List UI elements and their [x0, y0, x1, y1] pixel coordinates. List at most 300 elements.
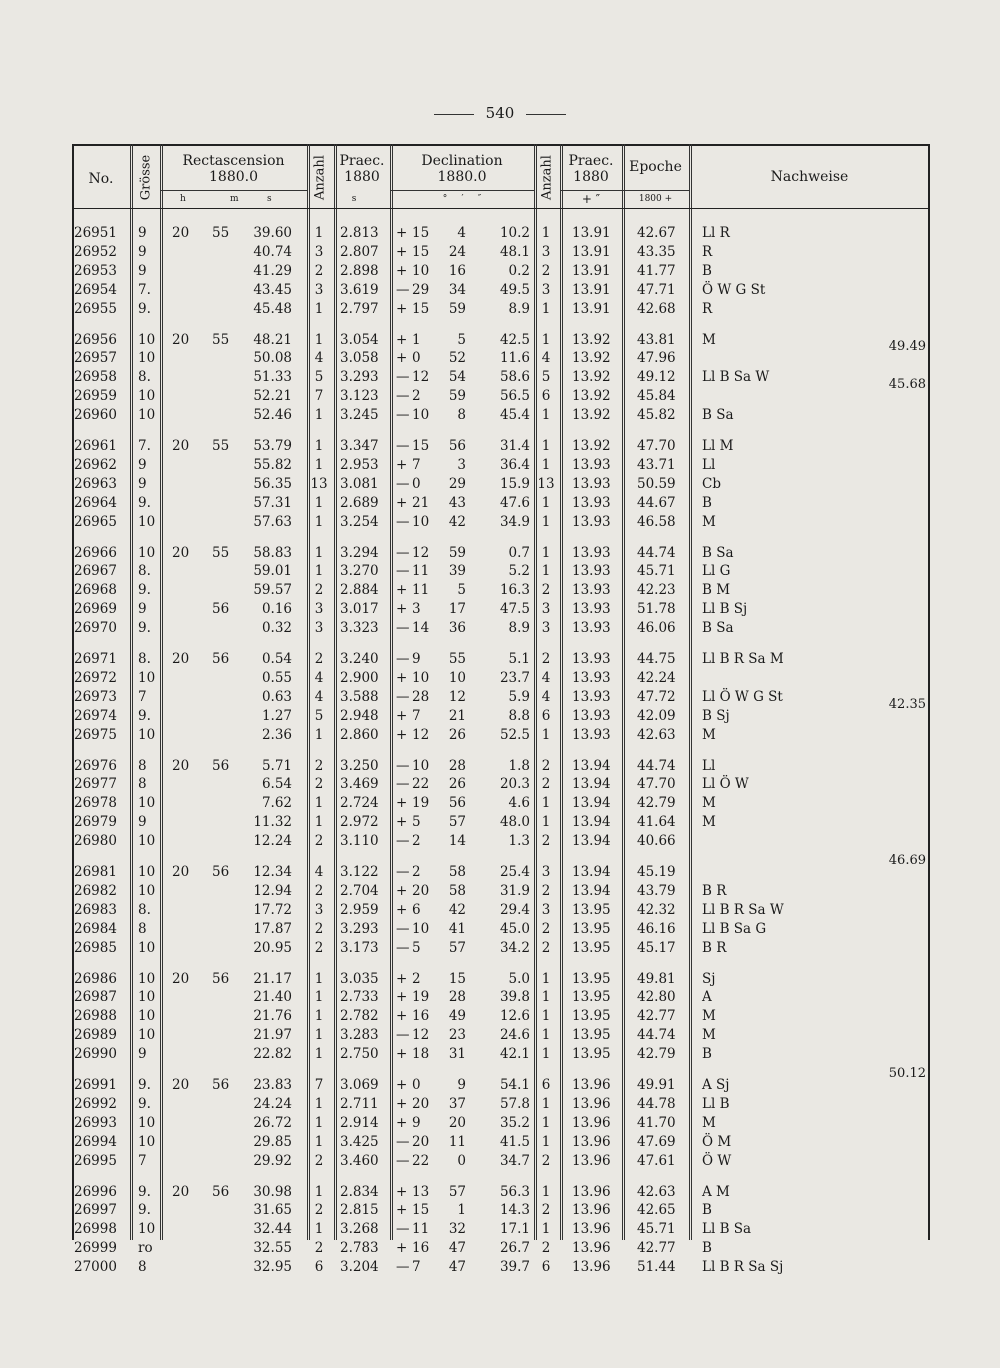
precession-decl: 13.93: [572, 544, 611, 561]
header-epoche: Epoche: [629, 159, 682, 175]
ra-seconds: 2.36: [261, 726, 292, 743]
decl-sign: +: [396, 1183, 408, 1200]
decl-degrees: 7: [412, 1259, 421, 1276]
decl-seconds: 34.2: [499, 939, 530, 956]
row-number: 26980: [74, 833, 117, 850]
precession-decl: 13.95: [572, 939, 611, 956]
table-row: [72, 387, 930, 405]
decl-sign: +: [396, 970, 408, 987]
epoch: 47.69: [637, 1133, 676, 1150]
header-nachweise: Nachweise: [770, 169, 849, 185]
count-1: 2: [314, 776, 324, 793]
decl-seconds: 39.7: [499, 1259, 530, 1276]
decl-seconds: 29.4: [499, 901, 530, 918]
decl-minutes: 54: [448, 369, 466, 386]
epoch: 46.58: [637, 513, 676, 530]
precession-decl: 13.95: [572, 970, 611, 987]
count-1: 2: [314, 262, 324, 279]
decl-seconds: 52.5: [499, 726, 530, 743]
magnitude: 10: [138, 939, 156, 956]
precession-ra: 2.733: [340, 989, 379, 1006]
count-2: 1: [541, 795, 551, 812]
references: Ll B R Sa W: [702, 901, 784, 918]
decl-sign: —: [396, 563, 410, 580]
decl-sign: —: [396, 438, 410, 454]
precession-decl: 13.94: [572, 882, 611, 899]
decl-sign: —: [396, 757, 410, 774]
count-1: 1: [314, 300, 324, 317]
magnitude: 10: [138, 669, 156, 686]
references: B: [702, 262, 712, 279]
decl-minutes: 4: [457, 225, 466, 241]
precession-decl: 13.94: [572, 833, 611, 850]
count-2: 2: [541, 1240, 551, 1257]
row-number: 26966: [74, 544, 117, 561]
references: M: [702, 1027, 716, 1044]
magnitude: 9: [138, 262, 147, 279]
ra-minutes: 56: [212, 651, 230, 667]
decl-seconds: 49.5: [499, 281, 530, 298]
decl-minutes: 57: [448, 1183, 466, 1200]
decl-sign: —: [396, 688, 410, 705]
epoch: 44.75: [637, 651, 676, 667]
count-1: 1: [314, 1027, 324, 1044]
precession-decl: 13.93: [572, 494, 611, 511]
decl-seconds: 11.6: [499, 350, 530, 367]
epoch: 42.79: [637, 1046, 676, 1063]
header-praec-2-unit: + ″: [581, 192, 601, 206]
references: B M: [702, 582, 731, 599]
count-1: 5: [314, 707, 324, 724]
row-number: 26978: [74, 795, 117, 812]
decl-minutes: 49: [448, 1008, 466, 1025]
ra-minutes: 56: [212, 757, 230, 774]
decl-seconds: 25.4: [499, 864, 530, 880]
table-row: [72, 920, 930, 938]
count-2: 1: [541, 456, 551, 473]
epoch: 42.79: [637, 795, 676, 812]
precession-decl: 13.92: [572, 350, 611, 367]
precession-decl: 13.94: [572, 776, 611, 793]
decl-degrees: 18: [412, 1046, 430, 1063]
epoch: 49.81: [637, 970, 676, 987]
decl-degrees: 6: [412, 901, 421, 918]
references: B Sa: [702, 620, 734, 637]
references: A: [702, 989, 712, 1006]
references: Ll B Sj: [702, 601, 748, 618]
decl-seconds: 42.5: [499, 331, 530, 348]
epoch: 50.59: [637, 475, 676, 492]
table-row: [72, 456, 930, 474]
ra-minutes: 56: [212, 601, 230, 618]
precession-decl: 13.91: [572, 281, 611, 298]
references: Ll: [702, 456, 716, 473]
row-number: 26960: [74, 407, 117, 424]
precession-ra: 2.953: [340, 456, 379, 473]
decl-seconds: 58.6: [499, 369, 530, 386]
margin-note: 42.35: [888, 696, 926, 712]
references: Ll B R Sa M: [702, 651, 784, 667]
references: Ll: [702, 757, 716, 774]
row-number: 26975: [74, 726, 117, 743]
row-number: 26973: [74, 688, 117, 705]
row-number: 26996: [74, 1183, 117, 1200]
row-number: 26998: [74, 1221, 117, 1238]
decl-minutes: 29: [448, 475, 466, 492]
row-number: 26979: [74, 814, 117, 831]
ra-seconds: 56.35: [253, 475, 292, 492]
epoch: 42.24: [637, 669, 676, 686]
decl-degrees: 0: [412, 475, 421, 492]
row-number: 26969: [74, 601, 117, 618]
ra-seconds: 32.95: [253, 1259, 292, 1276]
references: M: [702, 795, 716, 812]
magnitude: 10: [138, 1027, 156, 1044]
decl-minutes: 9: [457, 1077, 466, 1093]
precession-decl: 13.96: [572, 1183, 611, 1200]
decl-sign: —: [396, 1133, 410, 1150]
table-row: [72, 331, 930, 349]
header-praec-1-year: 1880: [344, 169, 380, 185]
ra-seconds: 17.72: [253, 901, 292, 918]
decl-degrees: 20: [412, 882, 430, 899]
precession-ra: 3.294: [340, 544, 379, 561]
references: Cb: [702, 475, 721, 492]
references: Ö W: [702, 1152, 732, 1169]
row-number: 26955: [74, 300, 117, 317]
ra-seconds: 31.65: [253, 1202, 292, 1219]
references: B: [702, 1240, 712, 1257]
precession-ra: 3.588: [340, 688, 379, 705]
count-1: 3: [314, 601, 324, 618]
references: B R: [702, 939, 727, 956]
precession-ra: 3.469: [340, 776, 379, 793]
table-row: [72, 988, 930, 1006]
ra-seconds: 21.76: [253, 1008, 292, 1025]
ra-seconds: 12.94: [253, 882, 292, 899]
references: Sj: [702, 970, 716, 987]
decl-seconds: 15.9: [499, 475, 530, 492]
decl-minutes: 55: [448, 651, 466, 667]
ra-seconds: 21.40: [253, 989, 292, 1006]
precession-decl: 13.91: [572, 243, 611, 260]
table-row: [72, 970, 930, 988]
precession-decl: 13.96: [572, 1221, 611, 1238]
count-2: 2: [541, 651, 551, 667]
ra-seconds: 48.21: [253, 331, 292, 348]
ra-hours: 20: [172, 864, 190, 880]
table-row: [72, 281, 930, 299]
row-number: 26952: [74, 243, 117, 260]
decl-degrees: 15: [412, 243, 430, 260]
references: Ö M: [702, 1133, 732, 1150]
decl-minutes: 11: [448, 1133, 466, 1150]
decl-sign: —: [396, 369, 410, 386]
decl-seconds: 26.7: [499, 1240, 530, 1257]
count-2: 3: [541, 601, 551, 618]
decl-seconds: 5.9: [508, 688, 530, 705]
count-1: 1: [314, 1183, 324, 1200]
table-row: [72, 1114, 930, 1132]
decl-seconds: 31.9: [499, 882, 530, 899]
decl-degrees: 12: [412, 726, 430, 743]
decl-sign: +: [396, 1077, 408, 1093]
epoch: 42.32: [637, 901, 676, 918]
decl-degrees: 28: [412, 688, 430, 705]
epoch: 47.70: [637, 438, 676, 454]
ra-seconds: 12.34: [253, 864, 292, 880]
references: B Sa: [702, 407, 734, 424]
references: Ll R: [702, 225, 730, 241]
decl-seconds: 48.1: [499, 243, 530, 260]
references: B: [702, 1046, 712, 1063]
decl-minutes: 59: [448, 388, 466, 405]
decl-seconds: 34.7: [499, 1152, 530, 1169]
decl-seconds: 34.9: [499, 513, 530, 530]
table-row: [72, 794, 930, 812]
epoch: 42.65: [637, 1202, 676, 1219]
count-2: 1: [541, 494, 551, 511]
decl-degrees: 15: [412, 300, 430, 317]
table-row: [72, 368, 930, 386]
decl-degrees: 5: [412, 939, 421, 956]
decl-degrees: 2: [412, 864, 421, 880]
decl-sign: —: [396, 833, 410, 850]
ra-seconds: 21.97: [253, 1027, 292, 1044]
magnitude: 9.: [138, 707, 151, 724]
header-rule: [390, 190, 534, 191]
ra-seconds: 24.24: [253, 1095, 292, 1112]
count-1: 1: [314, 331, 324, 348]
table-row: [72, 688, 930, 706]
precession-decl: 13.96: [572, 1077, 611, 1093]
count-1: 2: [314, 882, 324, 899]
precession-ra: 2.898: [340, 262, 379, 279]
ra-seconds: 0.32: [261, 620, 292, 637]
decl-minutes: 28: [448, 757, 466, 774]
decl-seconds: 45.4: [499, 407, 530, 424]
decl-sign: +: [396, 350, 408, 367]
decl-minutes: 8: [457, 407, 466, 424]
count-1: 2: [314, 582, 324, 599]
references: Ö W G St: [702, 281, 766, 298]
row-number: 26987: [74, 989, 117, 1006]
count-2: 6: [541, 388, 551, 405]
precession-ra: 3.054: [340, 331, 379, 348]
row-number: 26967: [74, 563, 117, 580]
magnitude: 9.: [138, 300, 151, 317]
precession-decl: 13.92: [572, 388, 611, 405]
decl-sign: +: [396, 707, 408, 724]
precession-decl: 13.95: [572, 1008, 611, 1025]
ra-seconds: 52.21: [253, 388, 292, 405]
magnitude: 10: [138, 407, 156, 424]
references: A Sj: [702, 1077, 730, 1093]
table-row: [72, 939, 930, 957]
table-row: [72, 669, 930, 687]
decl-minutes: 17: [448, 601, 466, 618]
count-2: 1: [541, 1221, 551, 1238]
references: B: [702, 1202, 712, 1219]
precession-decl: 13.94: [572, 795, 611, 812]
count-2: 1: [541, 814, 551, 831]
references: Ll Ö W: [702, 776, 749, 793]
magnitude: 9: [138, 601, 147, 618]
references: M: [702, 331, 716, 348]
count-2: 2: [541, 920, 551, 937]
epoch: 44.74: [637, 757, 676, 774]
table-row: [72, 1007, 930, 1025]
decl-sign: —: [396, 513, 410, 530]
decl-sign: +: [396, 331, 408, 348]
decl-sign: +: [396, 1240, 408, 1257]
row-number: 26961: [74, 438, 117, 454]
count-2: 2: [541, 776, 551, 793]
count-1: 2: [314, 920, 324, 937]
ra-minutes: 56: [212, 1077, 230, 1093]
decl-sign: +: [396, 456, 408, 473]
decl-sign: +: [396, 1114, 408, 1131]
count-1: 1: [314, 970, 324, 987]
precession-decl: 13.93: [572, 513, 611, 530]
row-number: 26963: [74, 475, 117, 492]
row-number: 27000: [74, 1259, 117, 1276]
count-1: 2: [314, 651, 324, 667]
decl-seconds: 5.0: [508, 970, 530, 987]
decl-sign: +: [396, 1046, 408, 1063]
magnitude: 8.: [138, 901, 151, 918]
row-number: 26953: [74, 262, 117, 279]
decl-degrees: 19: [412, 989, 430, 1006]
ra-seconds: 43.45: [253, 281, 292, 298]
magnitude: 10: [138, 1133, 156, 1150]
header-decl-units: ° ′ ″: [442, 194, 482, 204]
count-2: 1: [541, 563, 551, 580]
precession-decl: 13.95: [572, 989, 611, 1006]
precession-decl: 13.93: [572, 651, 611, 667]
epoch: 49.91: [637, 1077, 676, 1093]
row-number: 26959: [74, 388, 117, 405]
magnitude: 8: [138, 920, 147, 937]
decl-sign: —: [396, 544, 410, 561]
decl-degrees: 2: [412, 970, 421, 987]
epoch: 47.61: [637, 1152, 676, 1169]
epoch: 43.35: [637, 243, 676, 260]
decl-minutes: 31: [448, 1046, 466, 1063]
decl-sign: +: [396, 1008, 408, 1025]
decl-degrees: 3: [412, 601, 421, 618]
header-praec-1-unit: s: [351, 194, 357, 204]
epoch: 51.44: [637, 1259, 676, 1276]
count-1: 3: [314, 243, 324, 260]
epoch: 41.64: [637, 814, 676, 831]
table-row: [72, 863, 930, 881]
count-1: 13: [310, 475, 328, 492]
decl-degrees: 20: [412, 1133, 430, 1150]
decl-degrees: 16: [412, 1240, 430, 1257]
precession-decl: 13.93: [572, 669, 611, 686]
decl-minutes: 3: [457, 456, 466, 473]
table-row: [72, 1258, 930, 1276]
ra-minutes: 55: [212, 438, 230, 454]
table-row: [72, 882, 930, 900]
count-2: 1: [541, 989, 551, 1006]
table-row: [72, 437, 930, 455]
decl-minutes: 20: [448, 1114, 466, 1131]
row-number: 26985: [74, 939, 117, 956]
row-number: 26970: [74, 620, 117, 637]
decl-seconds: 47.6: [499, 494, 530, 511]
count-1: 2: [314, 833, 324, 850]
count-2: 2: [541, 939, 551, 956]
epoch: 42.68: [637, 300, 676, 317]
ra-seconds: 23.83: [253, 1077, 292, 1093]
row-number: 26972: [74, 669, 117, 686]
count-2: 1: [541, 1133, 551, 1150]
decl-degrees: 2: [412, 833, 421, 850]
decl-degrees: 7: [412, 707, 421, 724]
ra-seconds: 20.95: [253, 939, 292, 956]
header-praec-2-year: 1880: [573, 169, 609, 185]
ra-seconds: 1.27: [261, 707, 292, 724]
decl-seconds: 56.3: [499, 1183, 530, 1200]
row-number: 26951: [74, 225, 117, 241]
precession-ra: 3.240: [340, 651, 379, 667]
decl-degrees: 0: [412, 1077, 421, 1093]
magnitude: 10: [138, 1008, 156, 1025]
ra-seconds: 55.82: [253, 456, 292, 473]
precession-ra: 2.914: [340, 1114, 379, 1131]
table-row: [72, 1095, 930, 1113]
count-1: 3: [314, 901, 324, 918]
epoch: 44.78: [637, 1095, 676, 1112]
count-2: 4: [541, 669, 551, 686]
references: Ll Ö W G St: [702, 688, 783, 705]
count-2: 2: [541, 882, 551, 899]
table-row: [72, 901, 930, 919]
table-row: [72, 619, 930, 637]
row-number: 26995: [74, 1152, 117, 1169]
decl-seconds: 1.3: [508, 833, 530, 850]
count-2: 1: [541, 1046, 551, 1063]
precession-decl: 13.95: [572, 1027, 611, 1044]
decl-degrees: 10: [412, 757, 430, 774]
decl-sign: —: [396, 864, 410, 880]
epoch: 45.71: [637, 563, 676, 580]
magnitude: 10: [138, 833, 156, 850]
magnitude: 10: [138, 331, 156, 348]
epoch: 42.63: [637, 1183, 676, 1200]
decl-seconds: 42.1: [499, 1046, 530, 1063]
header-bottom-rule: [72, 208, 930, 209]
count-2: 3: [541, 901, 551, 918]
ra-seconds: 21.17: [253, 970, 292, 987]
count-1: 4: [314, 669, 324, 686]
row-number: 26956: [74, 331, 117, 348]
decl-sign: +: [396, 1202, 408, 1219]
table-row: [72, 513, 930, 531]
decl-degrees: 2: [412, 388, 421, 405]
decl-minutes: 59: [448, 300, 466, 317]
decl-seconds: 8.9: [508, 300, 530, 317]
precession-ra: 3.017: [340, 601, 379, 618]
table-row: [72, 262, 930, 280]
table-row: [72, 1201, 930, 1219]
decl-sign: +: [396, 1095, 408, 1112]
decl-minutes: 57: [448, 814, 466, 831]
epoch: 44.74: [637, 544, 676, 561]
header-declination: Declination: [421, 153, 503, 169]
